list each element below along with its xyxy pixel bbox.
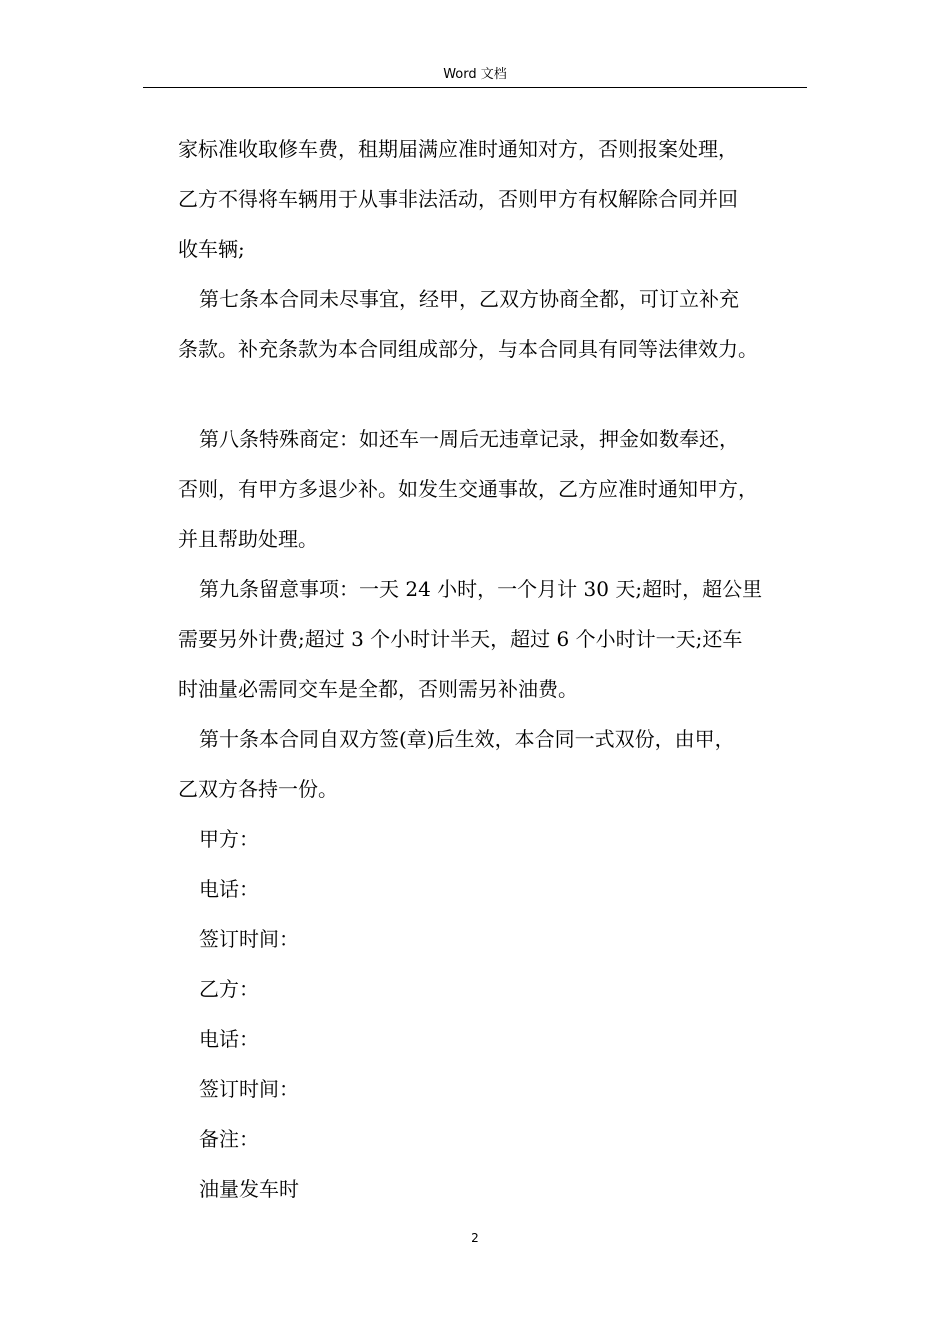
party-b-phone-label: 电话：: [199, 1027, 259, 1051]
body-line: 乙方不得将车辆用于从事非法活动，否则甲方有权解除合同并回: [178, 187, 738, 211]
body-line: 收车辆;: [178, 237, 245, 261]
party-b-label: 乙方：: [199, 977, 259, 1001]
party-a-label: 甲方：: [199, 827, 259, 851]
party-b-sign-date-label: 签订时间：: [199, 1077, 299, 1101]
header-divider: [143, 87, 807, 88]
clause-seven-line: 第七条本合同未尽事宜，经甲，乙双方协商全都，可订立补充: [199, 287, 739, 311]
body-line: 家标准收取修车费，租期届满应准时通知对方，否则报案处理，: [178, 137, 738, 161]
clause-nine-line: 第九条留意事项：一天 24 小时，一个月计 30 天;超时，超公里: [199, 577, 763, 601]
party-a-phone-label: 电话：: [199, 877, 259, 901]
page-number: 2: [471, 1231, 479, 1245]
paragraph-gap: [178, 374, 818, 414]
body-line: 乙双方各持一份。: [178, 777, 338, 801]
body-line: 否则，有甲方多退少补。如发生交通事故，乙方应准时通知甲方，: [178, 477, 758, 501]
body-line: 时油量必需同交车是全都，否则需另补油费。: [178, 677, 578, 701]
page-header-title: Word 文档: [443, 67, 507, 82]
clause-eight-line: 第八条特殊商定：如还车一周后无违章记录，押金如数奉还，: [199, 427, 739, 451]
body-line: 条款。补充条款为本合同组成部分，与本合同具有同等法律效力。: [178, 337, 758, 361]
fuel-dispatch-label: 油量发车时: [199, 1177, 299, 1201]
body-line: 需要另外计费;超过 3 个小时计半天，超过 6 个小时计一天;还车: [178, 627, 743, 651]
remarks-label: 备注：: [199, 1127, 259, 1151]
body-line: 并且帮助处理。: [178, 527, 318, 551]
party-a-sign-date-label: 签订时间：: [199, 927, 299, 951]
clause-ten-line: 第十条本合同自双方签(章)后生效，本合同一式双份，由甲，: [199, 727, 735, 751]
document-body: [178, 124, 818, 1214]
